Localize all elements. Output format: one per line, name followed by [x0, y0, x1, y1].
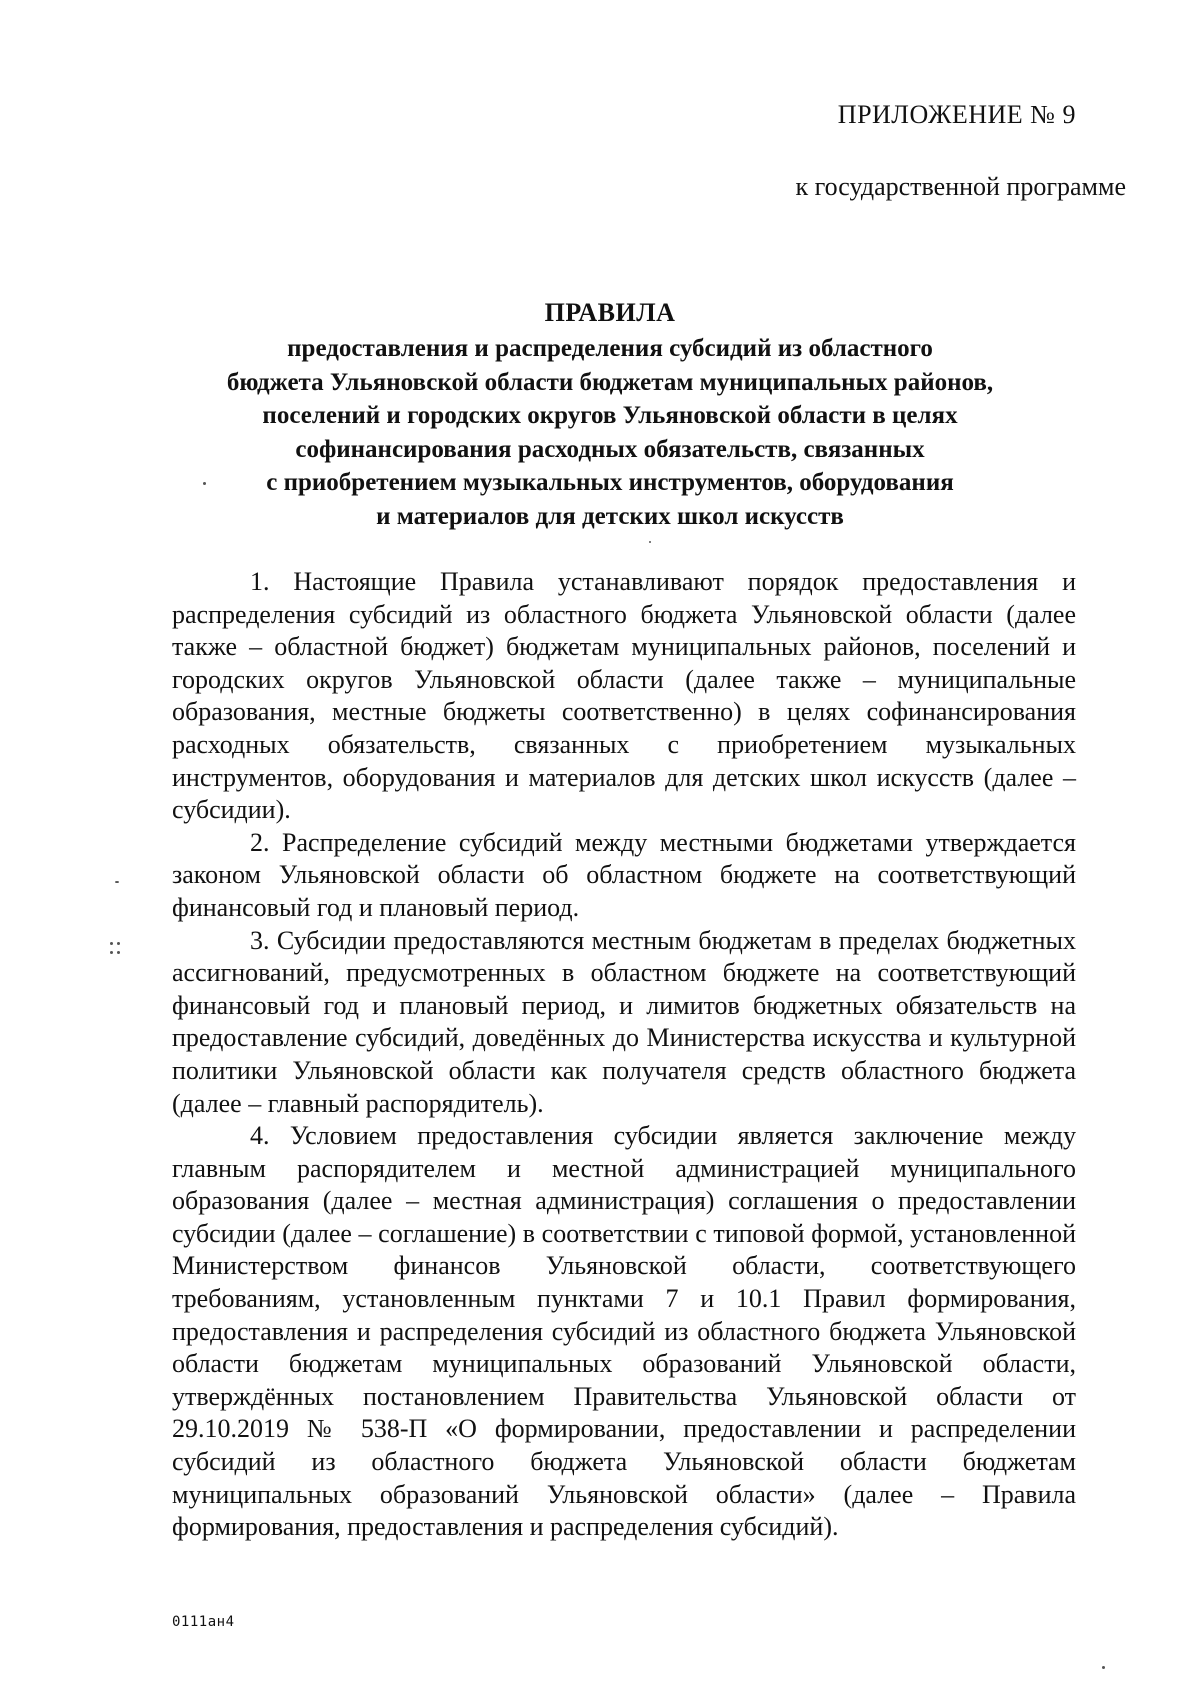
scan-speck	[110, 951, 113, 954]
scan-speck	[649, 541, 651, 543]
appendix-reference: к государственной программе	[795, 172, 1126, 201]
title-line: предоставления и распределения субсидий из областного	[287, 335, 933, 362]
title-line: софинансирования расходных обязательств, связанных	[295, 435, 925, 463]
scan-speck	[117, 942, 120, 945]
title-line: поселений и городских округов Ульяновской области в целях	[262, 402, 958, 429]
document-body	[172, 566, 1076, 1544]
title-line: с приобретением музыкальных инструментов, оборудования	[266, 469, 954, 496]
scan-speck	[203, 482, 206, 485]
paragraph-4: 4. Условием предоставления субсидии является заключение между главным распорядителем и местной администрацией муниципального образования (далее – местная администрация) соглашения о предоставлении субсидии (далее – соглашение) в соответствии с типовой формой, установленной Министерством финансов Ульяновской области, соответствующего требованиям, установленным пунктами 7 и 10.1 Правил формирования, предоставления и распределения субсидий из областного бюджета Ульяновской области бюджетам муниципальных образований Ульяновской области, утверждённых постановлением Правительства Ульяновской области от 29.10.2019 № 538-П «О формировании, предоставлении и распределении субсидий из областного бюджета Ульяновской области бюджетам муниципальных образований Ульяновской области» (далее – Правила формирования, предоставления и распределения субсидий).	[172, 1121, 1076, 1542]
scan-speck	[117, 951, 120, 954]
document-title-block	[160, 296, 1060, 533]
title-line: бюджета Ульяновской области бюджетам муниципальных районов,	[226, 368, 994, 396]
paragraph-2: 2. Распределение субсидий между местными бюджетами утверждается законом Ульяновской области об областном бюджете на соответствующий финансовый год и плановый период.	[172, 827, 1076, 922]
appendix-label: ПРИЛОЖЕНИЕ № 9	[837, 100, 1076, 129]
document-code: 0111ан4	[172, 1614, 235, 1630]
paragraph-3: 3. Субсидии предоставляются местным бюджетам в пределах бюджетных ассигнований, предусмотренных в областном бюджете на соответствующий финансовый год и плановый период, и лимитов бюджетных обязательств на предоставление субсидий, доведённых до Министерства искусства и культурной политики Ульяновской области как получателя средств областного бюджета (далее – главный распорядитель).	[172, 925, 1076, 1118]
paragraph-1: 1. Настоящие Правила устанавливают порядок предоставления и распределения субсидий из областного бюджета Ульяновской области (далее также – областной бюджет) бюджетам муниципальных районов, поселений и городских округов Ульяновской области (далее также – муниципальные образования, местные бюджеты соответственно) в целях софинансирования расходных обязательств, связанных с приобретением музыкальных инструментов, оборудования и материалов для детских школ искусств (далее – субсидии).	[172, 567, 1076, 825]
document-title: ПРАВИЛА	[544, 298, 676, 327]
scan-speck	[1102, 1666, 1105, 1669]
title-line: и материалов для детских школ искусств	[376, 502, 844, 530]
scan-speck	[115, 881, 119, 883]
scan-speck	[110, 942, 113, 945]
